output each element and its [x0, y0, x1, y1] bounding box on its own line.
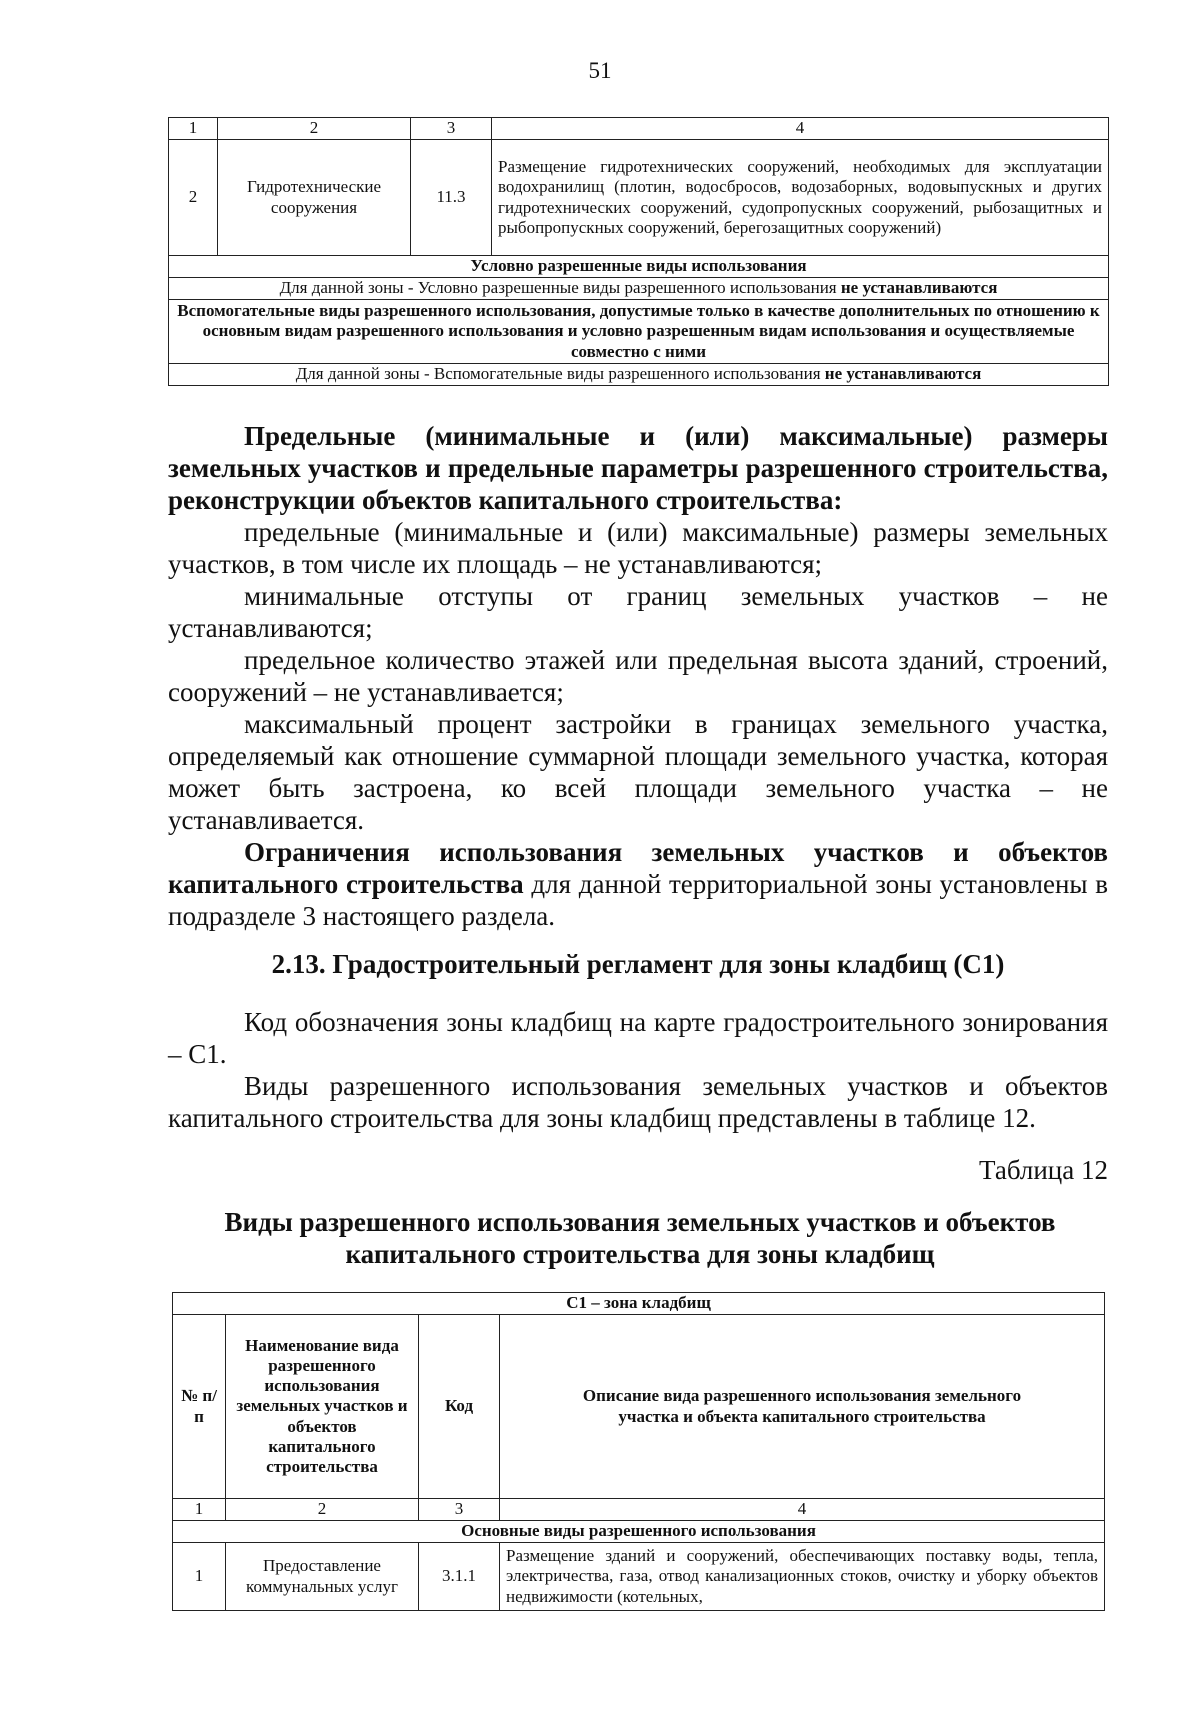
- header-cell: 1: [173, 1499, 226, 1521]
- section-heading-row: [173, 1521, 1105, 1543]
- limits-heading: Предельные (минимальные и (или) максимальные) размеры земельных участков и предельные параметры разрешенного строительства, реконструкции объектов капитального строительства:: [168, 421, 1108, 515]
- zone-title-row: [173, 1293, 1105, 1315]
- use-description: Размещение зданий и сооружений, обеспечивающих поставку воды, тепла, электричества, газа, отвод канализационных стоков, очистку и уборку объектов недвижимости (котельных,: [500, 1543, 1105, 1611]
- header-cell: 4: [492, 118, 1109, 140]
- limits-item: предельные (минимальные и (или) максимальные) размеры земельных участков, в том числе их площадь – не устанавливаются;: [168, 517, 1108, 579]
- note-row: [169, 364, 1109, 386]
- main-uses-heading: Основные виды разрешенного использования: [173, 1521, 1105, 1543]
- section-body: [168, 1006, 1108, 1134]
- use-name: Предоставление коммунальных услуг: [226, 1543, 419, 1611]
- auxiliary-uses-note: [169, 364, 1109, 386]
- note-emphasis: не устанавливаются: [824, 364, 982, 384]
- table-label: Таблица 12: [979, 1155, 1108, 1185]
- limits-item: максимальный процент застройки в границах земельного участка, определяемый как отношение суммарной площади земельного участка, которая может быть застроена, ко всей площади земельного участка – не устанавливается.: [168, 709, 1108, 835]
- column-header-code: Код: [419, 1315, 500, 1499]
- column-header-name: Наименование вида разрешенного использования земельных участков и объектов капитального строительства: [226, 1315, 419, 1499]
- table-title: Виды разрешенного использования земельных участков и объектов капитального строительства для зоны кладбищ: [224, 1207, 1056, 1269]
- header-cell: 2: [226, 1499, 419, 1521]
- row-number: 1: [173, 1543, 226, 1611]
- permitted-use-table-continued: [168, 117, 1109, 386]
- table-row: [169, 140, 1109, 256]
- header-cell: 1: [169, 118, 218, 140]
- section-heading-row: [169, 300, 1109, 364]
- limits-item: минимальные отступы от границ земельных участков – не устанавливаются;: [168, 581, 1108, 643]
- table-reference-paragraph: Виды разрешенного использования земельных участков и объектов капитального строительства для зоны кладбищ представлены в таблице 12.: [168, 1071, 1108, 1133]
- note-emphasis: не устанавливаются: [840, 278, 998, 298]
- zone-code-paragraph: Код обозначения зоны кладбищ на карте градостроительного зонирования – С1.: [168, 1007, 1108, 1069]
- conditional-uses-note: [169, 278, 1109, 300]
- section-heading-row: [169, 256, 1109, 278]
- limits-item: предельное количество этажей или предельная высота зданий, строений, сооружений – не устанавливается;: [168, 645, 1108, 707]
- header-cell: 2: [218, 118, 411, 140]
- limits-block: [168, 420, 1108, 932]
- cemetery-zone-table: [172, 1292, 1105, 1611]
- conditional-uses-heading: Условно разрешенные виды использования: [169, 256, 1109, 278]
- zone-title: С1 – зона кладбищ: [173, 1293, 1105, 1315]
- column-header-description: Описание вида разрешенного использования земельного участка и объекта капитального строительства: [500, 1315, 1105, 1499]
- table-header-numbering: [173, 1499, 1105, 1521]
- table-row: [173, 1543, 1105, 1611]
- use-description: Размещение гидротехнических сооружений, необходимых для эксплуатации водохранилищ (плотин, водосбросов, водозаборных, водовыпускных и других гидротехнических сооружений, судопропускных сооружений, рыбозащитных и рыбопропускных сооружений, берегозащитных сооружений): [492, 140, 1109, 256]
- header-cell: 3: [419, 1499, 500, 1521]
- auxiliary-uses-heading: Вспомогательные виды разрешенного использования, допустимые только в качестве дополнительных по отношению к основным видам разрешенного использования и условно разрешенным видам использования и осуществляемые совместно с ними: [169, 300, 1109, 364]
- column-header-number: № п/п: [173, 1315, 226, 1499]
- page-number: 51: [588, 58, 612, 83]
- restrictions-text: для данной территориальной зоны установлены в подразделе 3 настоящего раздела.: [168, 869, 1108, 931]
- restrictions-emphasis: Ограничения использования земельных участков и объектов капитального строительства: [168, 837, 1108, 899]
- use-code: 3.1.1: [419, 1543, 500, 1611]
- row-number: 2: [169, 140, 218, 256]
- restrictions-paragraph: [168, 836, 1108, 932]
- note-row: [169, 278, 1109, 300]
- note-text: Для данной зоны - Вспомогательные виды разрешенного использования: [295, 364, 821, 384]
- section-heading: 2.13. Градостроительный регламент для зоны кладбищ (С1): [271, 949, 1005, 979]
- table-header-row: [173, 1315, 1105, 1499]
- header-cell: 4: [500, 1499, 1105, 1521]
- use-code: 11.3: [411, 140, 492, 256]
- use-name: Гидротехнические сооружения: [218, 140, 411, 256]
- table-header-numbering: [169, 118, 1109, 140]
- header-cell: 3: [411, 118, 492, 140]
- note-text: Для данной зоны - Условно разрешенные виды разрешенного использования: [279, 278, 837, 298]
